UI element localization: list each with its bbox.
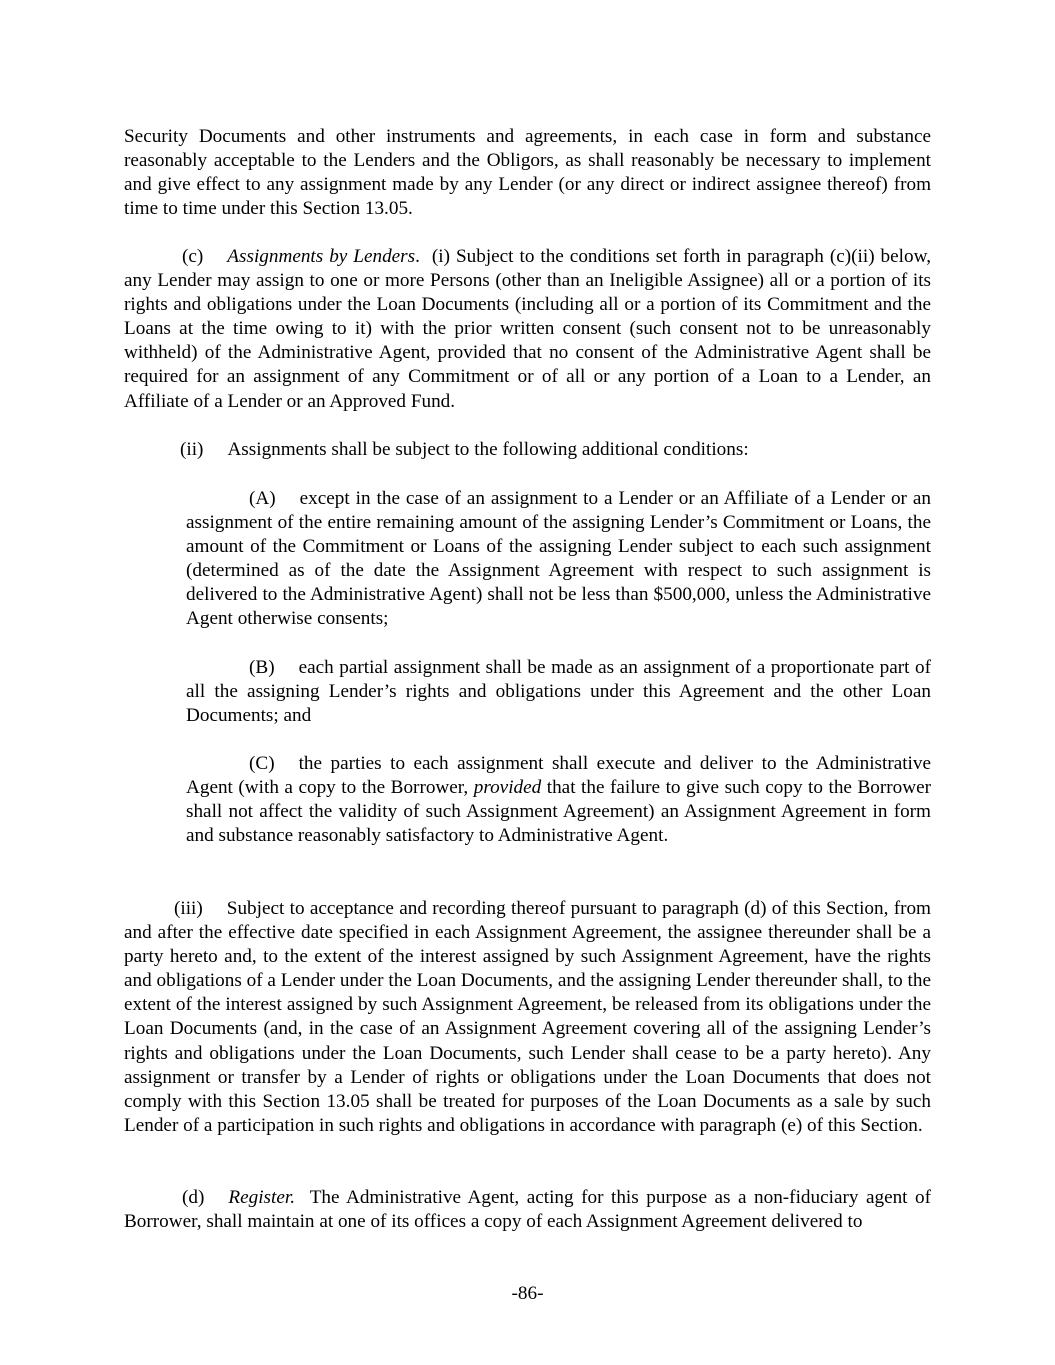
paragraph-continuation xyxy=(124,125,931,221)
subparagraph-c-text-before: the parties to each assignment shall execute and deliver to the Administrative Agent (with a copy to the Borrower, xyxy=(186,753,931,799)
subparagraph-c-text-after: that the failure to give such copy to the Borrower shall not affect the validity of such Assignment Agreement) an Assignment Agreement in form and substance reasonably satisfactory to Administrative Agent. xyxy=(186,777,931,847)
paragraph-iii-text: Subject to acceptance and recording thereof pursuant to paragraph (d) of this Section, from and after the effective date specified in each Assignment Agreement, the assignee thereunder shall be a party hereto and, to the extent of the interest assigned by such Assignment Agreement, have the rights and obligations of a Lender under the Loan Documents, and the assigning Lender thereunder shall, to the extent of the interest assigned by such Assignment Agreement, be released from its obligations under the Loan Documents (and, in the case of an Assignment Agreement covering all of the assigning Lender’s rights and obligations under the Loan Documents, such Lender shall cease to be a party hereto). Any assignment or transfer by a Lender of rights or obligations under the Loan Documents that does not comply with this Section 13.05 shall be treated for purposes of the Loan Documents as a sale by such Lender of a participation in such rights and obligations in accordance with paragraph (e) of this Section. xyxy=(124,898,931,1136)
paragraph-c xyxy=(124,245,931,414)
subparagraph-c-label: (C) xyxy=(249,753,275,774)
page-number: -86- xyxy=(511,1283,544,1304)
paragraph-iii xyxy=(124,897,931,1138)
subparagraph-c xyxy=(186,752,931,848)
subparagraph-a-text: except in the case of an assignment to a Lender or an Affiliate of a Lender or an assignment of the entire remaining amount of the assigning Lender’s Commitment or Loans, the amount of the Commitment or Loans of the assigning Lender subject to each such assignment (determined as of the date the Assignment Agreement with respect to such assignment is delivered to the Administrative Agent) shall not be less than $500,000, unless the Administrative Agent otherwise consents; xyxy=(186,488,931,630)
paragraph-d xyxy=(124,1186,931,1234)
paragraph-continuation-text: Security Documents and other instruments and agreements, in each case in form and substance reasonably acceptable to the Lenders and the Obligors, as shall reasonably be necessary to implement and give effect to any assignment made by any Lender (or any direct or indirect assignee thereof) from time to time under this Section 13.05. xyxy=(124,126,931,220)
subparagraph-c-provided: provided xyxy=(473,777,542,799)
paragraph-c-text: (i) Subject to the conditions set forth in paragraph (c)(ii) below, any Lender may assign to one or more Persons (other than an Ineligible Assignee) all or a portion of its rights and obligations under the Loan Documents (including all or a portion of its Commitment and the Loans at the time owing to it) with the prior written consent (such consent not to be unreasonably withheld) of the Administrative Agent, provided that no consent of the Administrative Agent shall be required for an assignment of any Commitment or of all or any portion of a Loan to a Lender, an Affiliate of a Lender or an Approved Fund. xyxy=(124,246,931,412)
paragraph-d-text: The Administrative Agent, acting for this purpose as a non-fiduciary agent of Borrower, shall maintain at one of its offices a copy of each Assignment Agreement delivered to xyxy=(124,1187,931,1233)
subparagraph-b-text: each partial assignment shall be made as an assignment of a proportionate part of all the assigning Lender’s rights and obligations under this Agreement and the other Loan Documents; and xyxy=(186,657,931,727)
paragraph-ii xyxy=(124,438,931,462)
paragraph-c-title-punct: . xyxy=(415,246,420,267)
subparagraph-b xyxy=(186,656,931,728)
paragraph-c-title: Assignments by Lenders xyxy=(227,246,416,267)
subparagraph-a xyxy=(186,487,931,632)
paragraph-d-title: Register. xyxy=(228,1187,295,1208)
paragraph-ii-label: (ii) xyxy=(180,439,204,460)
paragraph-d-label: (d) xyxy=(182,1187,205,1208)
subparagraph-a-label: (A) xyxy=(249,488,276,509)
paragraph-ii-text: Assignments shall be subject to the following additional conditions: xyxy=(227,439,749,460)
subparagraph-b-label: (B) xyxy=(249,657,275,678)
paragraph-iii-label: (iii) xyxy=(174,898,203,919)
paragraph-c-label: (c) xyxy=(182,246,204,267)
